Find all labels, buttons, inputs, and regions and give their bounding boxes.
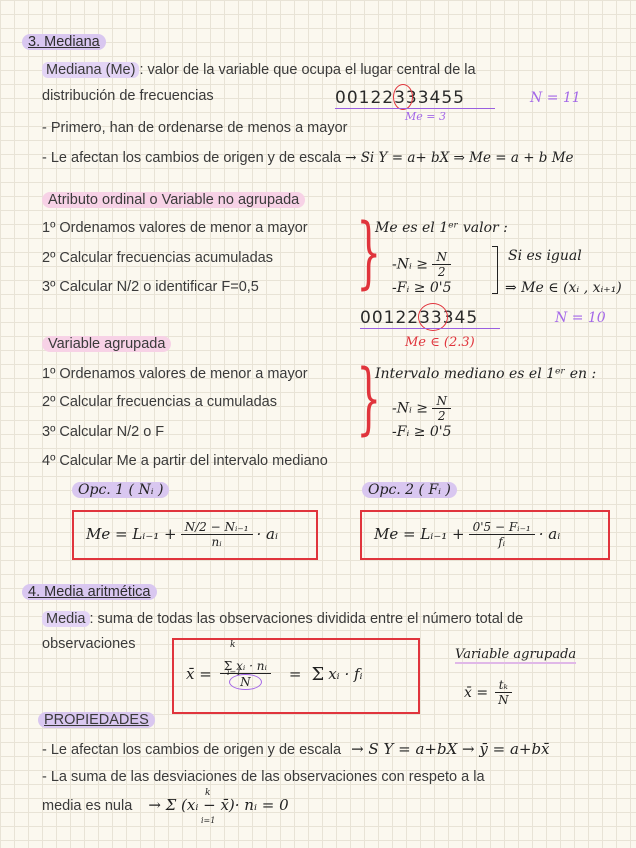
circled-n: N [229, 674, 262, 690]
hand-if-equal: Si es igual [508, 248, 582, 264]
properties-title: PROPIEDADES [38, 712, 155, 728]
hand-note-ni: -Nᵢ ≥ $\frac{N}{2}$ [392, 250, 451, 279]
brace: } [356, 208, 382, 298]
hand-interval: ⇒ Me ∈ (xᵢ , xᵢ₊₁) [505, 280, 622, 296]
hand-interval-ni: -Nᵢ ≥ $\frac{N}{2}$ [392, 394, 451, 423]
property-2-line-2: media es nula → Σ (xᵢ − x̄)· nᵢ = 0 [42, 796, 289, 814]
grouped-mean-formula: x̄ = $\frac{\text{tₖ}}{N}$ [464, 678, 513, 707]
step-3: 3º Calcular N/2 o identificar F=0,5 [42, 279, 259, 295]
option-2-label: Opc. 2 ( Fᵢ ) [362, 482, 457, 498]
step-1: 1º Ordenamos valores de menor a mayor [42, 220, 308, 236]
hand-interval-fi: -Fᵢ ≥ 0'5 [392, 424, 452, 440]
hand-interval-head: Intervalo mediano es el 1ᵉʳ en : [375, 366, 597, 382]
mean-formula: x̄ = $\frac{\text{Σ xᵢ · nᵢ}}{N}$ = Σ xᵢ · fᵢ [186, 658, 363, 689]
section-title-4: 4. Media aritmética [22, 584, 157, 600]
hand-note-head: Me es el 1ᵉʳ valor : [375, 220, 508, 236]
ordered-data-example: 00122333455 [335, 88, 465, 108]
underline-2 [360, 328, 500, 329]
underline [335, 108, 495, 109]
sum-upper-limit: k [230, 640, 236, 650]
mean-definition: Media : suma de todas las observaciones dividida entre el número total de [42, 611, 523, 627]
hand-note-fi: -Fᵢ ≥ 0'5 [392, 280, 452, 296]
grouped-step-2: 2º Calcular frecuencias a cumuladas [42, 394, 277, 410]
grouped-step-3: 3º Calcular N/2 o F [42, 424, 165, 440]
scale-formula: → Si Y = a+ bX ⇒ Me = a + b Me [345, 150, 574, 166]
mean-definition-2: observaciones [42, 636, 136, 652]
ordered-data-example-2: 0012233345 [360, 308, 479, 328]
median-circle [393, 84, 413, 110]
subsection-title-grouped: Variable agrupada [42, 336, 171, 352]
sum-lower-limit: i=1 [227, 668, 242, 677]
section-title: 3. Mediana [22, 34, 106, 50]
sample-size: N = 11 [530, 90, 581, 106]
property-1: - Le afectan los cambios de origen y de escala → S Y = a+bX → ȳ = a+bx̄ [42, 740, 550, 758]
sum-symbol: Σ [311, 663, 325, 685]
term-highlight: Mediana (Me) [42, 62, 139, 78]
bullet-scale: - Le afectan los cambios de origen y de escala → Si Y = a+ bX ⇒ Me = a + b Me [42, 150, 574, 166]
step-2: 2º Calcular frecuencias acumuladas [42, 250, 273, 266]
bracket [492, 246, 498, 294]
median-note: Me = 3 [405, 110, 446, 123]
grouped-note: Variable agrupada [455, 647, 577, 662]
prop2-sum-lower: i=1 [201, 816, 216, 825]
n-over-2: $\frac{N}{2}$ [432, 250, 451, 279]
term-highlight-mean: Media [42, 611, 90, 627]
grouped-step-1: 1º Ordenamos valores de menor a mayor [42, 366, 308, 382]
subsection-title: Atributo ordinal o Variable no agrupada [42, 192, 305, 208]
median-formula-ni: Me = Lᵢ₋₁ + $\frac{\text{N/2 − Nᵢ₋₁}}{\text{nᵢ}}$ · aᵢ [86, 519, 279, 549]
bullet-order: - Primero, han de ordenarse de menos a mayor [42, 120, 348, 136]
prop2-sum-upper: k [205, 788, 211, 798]
median-formula-fi: Me = Lᵢ₋₁ + $\frac{\text{0'5 − Fᵢ₋₁}}{\text{fᵢ}}$ · aᵢ [374, 519, 561, 549]
median-circle-2 [418, 303, 448, 331]
definition-line: Mediana (Me) : valor de la variable que ocupa el lugar central de la [42, 62, 476, 78]
brace-2: } [356, 354, 382, 444]
grouped-step-4: 4º Calcular Me a partir del intervalo mediano [42, 453, 328, 469]
property-2: - La suma de las desviaciones de las observaciones con respeto a la [42, 769, 485, 785]
definition-line-2: distribución de frecuencias [42, 88, 214, 104]
sample-size-2: N = 10 [555, 310, 606, 326]
option-1-label: Opc. 1 ( Nᵢ ) [72, 482, 169, 498]
n-over-2-b: $\frac{N}{2}$ [432, 394, 451, 423]
median-interval-note: Me ∈ (2.3) [405, 335, 475, 350]
